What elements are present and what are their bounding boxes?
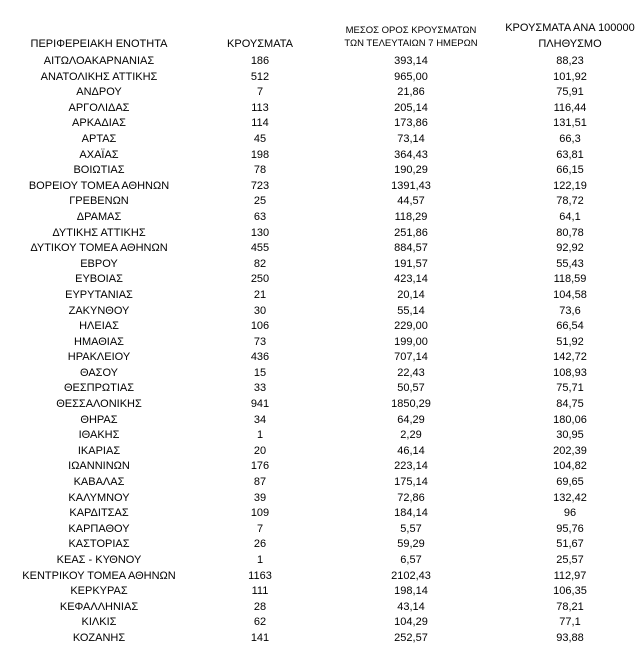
cell-cases: 941 <box>250 398 270 411</box>
cell-cases: 7 <box>256 86 264 99</box>
cell-avg7: 55,14 <box>397 304 425 317</box>
cell-cases: 63 <box>253 210 267 223</box>
cell-per100k: 25,57 <box>556 554 584 566</box>
table-row <box>0 132 640 148</box>
header-per100k-line1: ΚΡΟΥΣΜΑΤΑ ΑΝΑ 100000 <box>505 22 635 34</box>
cell-avg7: 64,29 <box>397 413 425 426</box>
cell-avg7: 173,86 <box>394 117 428 130</box>
cell-per100k: 122,19 <box>553 179 587 192</box>
cell-avg7: 104,29 <box>394 616 428 629</box>
cell-avg7: 364,43 <box>394 148 428 161</box>
cell-region: ΚΑΣΤΟΡΙΑΣ <box>68 538 130 551</box>
table-row <box>0 600 640 616</box>
cell-avg7: 229,00 <box>394 320 428 333</box>
cell-cases: 176 <box>250 460 270 473</box>
cell-per100k: 142,72 <box>553 351 587 364</box>
cell-region: ΚΙΛΚΙΣ <box>81 616 117 629</box>
cell-avg7: 118,29 <box>394 210 428 223</box>
cell-per100k: 180,06 <box>553 413 587 426</box>
cell-per100k: 51,92 <box>556 335 584 348</box>
cell-region: ΑΧΑΪΑΣ <box>79 148 119 161</box>
cell-per100k: 30,95 <box>556 429 584 442</box>
cell-region: ΘΑΣΟΥ <box>79 366 119 379</box>
cell-per100k: 101,92 <box>553 70 587 83</box>
cell-cases: 25 <box>253 195 267 208</box>
cell-region: ΚΑΛΥΜΝΟΥ <box>68 491 130 504</box>
table-row <box>0 366 640 382</box>
cell-region: ΙΩΑΝΝΙΝΩΝ <box>68 460 130 473</box>
header-region: ΠΕΡΙΦΕΡΕΙΑΚΗ ΕΝΟΤΗΤΑ <box>30 38 168 50</box>
cell-cases: 1 <box>256 429 264 442</box>
cell-per100k: 104,82 <box>553 460 587 473</box>
table-row <box>0 584 640 600</box>
cell-cases: 723 <box>250 179 270 192</box>
table-row <box>0 70 640 86</box>
table-row <box>0 335 640 351</box>
table-row <box>0 241 640 257</box>
cell-region: ΘΗΡΑΣ <box>80 413 118 426</box>
table-row <box>0 428 640 444</box>
cell-avg7: 707,14 <box>394 351 428 364</box>
cell-avg7: 20,14 <box>397 288 425 301</box>
cell-avg7: 191,57 <box>394 257 428 270</box>
cell-per100k: 64,1 <box>559 210 581 223</box>
cell-avg7: 50,57 <box>397 382 425 395</box>
cell-per100k: 66,15 <box>556 164 584 177</box>
table-row <box>0 397 640 413</box>
cell-cases: 39 <box>253 491 267 504</box>
table-row <box>0 537 640 553</box>
cell-region: ΘΕΣΣΑΛΟΝΙΚΗΣ <box>56 398 142 411</box>
cell-cases: 106 <box>250 320 270 333</box>
cell-cases: 26 <box>253 538 267 551</box>
cell-region: ΗΜΑΘΙΑΣ <box>74 335 124 348</box>
cell-cases: 455 <box>250 242 270 255</box>
cell-per100k: 66,3 <box>559 132 581 145</box>
cell-avg7: 965,00 <box>394 70 428 83</box>
cell-cases: 250 <box>250 273 270 286</box>
table-row <box>0 413 640 429</box>
cell-avg7: 423,14 <box>394 273 428 286</box>
cell-per100k: 78,72 <box>556 195 584 208</box>
cell-region: ΚΕΑΣ - ΚΥΘΝΟΥ <box>56 554 142 566</box>
table-row <box>0 553 640 569</box>
cell-avg7: 21,86 <box>397 86 425 99</box>
cell-region: ΙΘΑΚΗΣ <box>78 429 120 442</box>
table-row <box>0 226 640 242</box>
cell-cases: 436 <box>250 351 270 364</box>
table-row <box>0 272 640 288</box>
cell-region: ΗΡΑΚΛΕΙΟΥ <box>67 351 131 364</box>
cell-avg7: 6,57 <box>400 554 422 566</box>
table-row <box>0 459 640 475</box>
table-row <box>0 257 640 273</box>
cell-per100k: 202,39 <box>553 444 587 457</box>
header-per100k <box>500 20 640 52</box>
table-row <box>0 116 640 132</box>
cell-region: ΑΡΓΟΛΙΔΑΣ <box>68 101 130 114</box>
cell-region: ΔΥΤΙΚΟΥ ΤΟΜΕΑ ΑΘΗΝΩΝ <box>30 242 168 255</box>
table-row <box>0 101 640 117</box>
cell-cases: 33 <box>253 382 267 395</box>
cell-avg7: 251,86 <box>394 226 428 239</box>
cell-per100k: 75,71 <box>556 382 584 395</box>
cell-per100k: 77,1 <box>559 616 581 629</box>
table-row <box>0 506 640 522</box>
table-row <box>0 475 640 491</box>
cell-cases: 28 <box>253 600 267 613</box>
table-header <box>0 0 640 54</box>
header-avg7-line1: ΜΕΣΟΣ ΟΡΟΣ ΚΡΟΥΣΜΑΤΩΝ <box>345 25 477 36</box>
cell-avg7: 393,14 <box>394 55 428 67</box>
cell-per100k: 108,93 <box>553 366 587 379</box>
cell-per100k: 69,65 <box>556 476 584 489</box>
cell-region: ΚΟΖΑΝΗΣ <box>72 631 126 644</box>
table-row <box>0 85 640 101</box>
cell-region: ΚΕΡΚΥΡΑΣ <box>70 585 128 598</box>
cell-avg7: 1391,43 <box>391 179 431 192</box>
cell-region: ΑΡΚΑΔΙΑΣ <box>72 117 126 130</box>
cell-per100k: 80,78 <box>556 226 584 239</box>
cell-region: ΕΥΒΟΙΑΣ <box>75 273 123 286</box>
cell-cases: 82 <box>253 257 267 270</box>
table-row <box>0 350 640 366</box>
table-row <box>0 631 640 647</box>
table-row <box>0 288 640 304</box>
cell-per100k: 131,51 <box>553 117 587 130</box>
cell-region: ΗΛΕΙΑΣ <box>79 320 119 333</box>
table-row <box>0 54 640 70</box>
cell-region: ΕΥΡΥΤΑΝΙΑΣ <box>65 288 133 301</box>
cell-region: ΑΙΤΩΛΟΑΚΑΡΝΑΝΙΑΣ <box>43 55 155 67</box>
cell-per100k: 55,43 <box>556 257 584 270</box>
table-row <box>0 569 640 585</box>
header-cases: ΚΡΟΥΣΜΑΤΑ <box>227 38 293 50</box>
cell-avg7: 1850,29 <box>391 398 431 411</box>
cell-cases: 87 <box>253 476 267 489</box>
cell-avg7: 73,14 <box>397 132 425 145</box>
cell-avg7: 59,29 <box>397 538 425 551</box>
cell-per100k: 84,75 <box>556 398 584 411</box>
table-row <box>0 615 640 631</box>
cell-per100k: 78,21 <box>556 600 584 613</box>
cell-cases: 198 <box>250 148 270 161</box>
cell-region: ΚΑΒΑΛΑΣ <box>73 476 125 489</box>
cell-avg7: 46,14 <box>397 444 425 457</box>
cell-cases: 1163 <box>248 569 272 582</box>
cell-cases: 73 <box>253 335 267 348</box>
cell-per100k: 88,23 <box>556 55 584 67</box>
cell-per100k: 51,67 <box>556 538 584 551</box>
cell-avg7: 43,14 <box>397 600 425 613</box>
cell-cases: 30 <box>253 304 267 317</box>
header-avg7-line2: ΤΩΝ ΤΕΛΕΥΤΑΙΩΝ 7 ΗΜΕΡΩΝ <box>344 38 478 49</box>
cell-avg7: 22,43 <box>397 366 425 379</box>
table-row <box>0 491 640 507</box>
cell-cases: 113 <box>251 101 269 114</box>
cell-cases: 1 <box>256 554 264 566</box>
cell-region: ΑΝΔΡΟΥ <box>76 86 122 99</box>
cell-per100k: 132,42 <box>553 491 587 504</box>
table-row <box>0 522 640 538</box>
cell-avg7: 5,57 <box>400 522 422 535</box>
cell-cases: 34 <box>253 413 267 426</box>
cell-region: ΕΒΡΟΥ <box>80 257 118 270</box>
cell-avg7: 2,29 <box>400 429 422 442</box>
cell-cases: 141 <box>250 631 270 644</box>
cell-per100k: 63,81 <box>556 148 584 161</box>
cell-cases: 114 <box>251 117 269 130</box>
table-row <box>0 319 640 335</box>
cell-cases: 512 <box>250 70 270 83</box>
cell-cases: 186 <box>250 55 270 67</box>
cell-cases: 78 <box>253 164 267 177</box>
table-row <box>0 179 640 195</box>
cell-avg7: 198,14 <box>394 585 428 598</box>
table-body <box>0 54 640 647</box>
cell-region: ΔΥΤΙΚΗΣ ΑΤΤΙΚΗΣ <box>52 226 146 239</box>
cell-region: ΒΟΡΕΙΟΥ ΤΟΜΕΑ ΑΘΗΝΩΝ <box>28 179 170 192</box>
cell-per100k: 75,91 <box>556 86 584 99</box>
cell-per100k: 112,97 <box>553 569 587 582</box>
cell-per100k: 73,6 <box>559 304 581 317</box>
cell-region: ΚΑΡΔΙΤΣΑΣ <box>69 507 129 520</box>
cell-per100k: 92,92 <box>556 242 584 255</box>
cell-region: ΖΑΚΥΝΘΟΥ <box>68 304 130 317</box>
table-row <box>0 194 640 210</box>
cell-cases: 7 <box>256 522 264 535</box>
cell-per100k: 66,54 <box>556 320 584 333</box>
cell-region: ΚΕΝΤΡΙΚΟΥ ΤΟΜΕΑ ΑΘΗΝΩΝ <box>22 569 176 582</box>
cell-per100k: 106,35 <box>553 585 587 598</box>
header-per100k-line2: ΠΛΗΘΥΣΜΟ <box>538 38 602 50</box>
cell-cases: 109 <box>250 507 270 520</box>
cell-cases: 130 <box>250 226 270 239</box>
cell-region: ΙΚΑΡΙΑΣ <box>77 444 121 457</box>
cell-cases: 20 <box>253 444 267 457</box>
cell-avg7: 252,57 <box>394 631 428 644</box>
cell-region: ΘΕΣΠΡΩΤΙΑΣ <box>63 382 135 395</box>
table-row <box>0 444 640 460</box>
cell-per100k: 116,44 <box>553 101 587 114</box>
cell-region: ΔΡΑΜΑΣ <box>76 210 122 223</box>
cell-per100k: 104,58 <box>553 288 587 301</box>
table-row <box>0 304 640 320</box>
cell-avg7: 884,57 <box>394 242 428 255</box>
table-row <box>0 148 640 164</box>
cell-cases: 62 <box>253 616 267 629</box>
cell-cases: 111 <box>251 585 269 598</box>
cell-cases: 21 <box>253 288 267 301</box>
cell-region: ΒΟΙΩΤΙΑΣ <box>73 164 125 177</box>
cell-region: ΑΝΑΤΟΛΙΚΗΣ ΑΤΤΙΚΗΣ <box>40 70 158 83</box>
cell-per100k: 95,76 <box>556 522 584 535</box>
cell-region: ΑΡΤΑΣ <box>81 132 117 145</box>
cell-avg7: 223,14 <box>394 460 428 473</box>
cell-avg7: 175,14 <box>394 476 428 489</box>
cell-region: ΚΑΡΠΑΘΟΥ <box>68 522 130 535</box>
cell-avg7: 190,29 <box>394 164 428 177</box>
cell-avg7: 184,14 <box>394 507 428 520</box>
cell-region: ΓΡΕΒΕΝΩΝ <box>69 195 129 208</box>
cell-avg7: 199,00 <box>394 335 428 348</box>
cell-region: ΚΕΦΑΛΛΗΝΙΑΣ <box>59 600 139 613</box>
header-avg7 <box>322 24 500 50</box>
cell-per100k: 93,88 <box>556 631 584 644</box>
cell-avg7: 2102,43 <box>391 569 431 582</box>
cell-avg7: 44,57 <box>397 195 425 208</box>
cell-cases: 45 <box>253 132 267 145</box>
cell-cases: 15 <box>253 366 267 379</box>
cell-per100k: 118,59 <box>553 273 587 286</box>
cell-avg7: 72,86 <box>397 491 425 504</box>
table-row <box>0 381 640 397</box>
cell-per100k: 96 <box>563 507 577 520</box>
table-row <box>0 210 640 226</box>
table-row <box>0 163 640 179</box>
cell-avg7: 205,14 <box>394 101 428 114</box>
